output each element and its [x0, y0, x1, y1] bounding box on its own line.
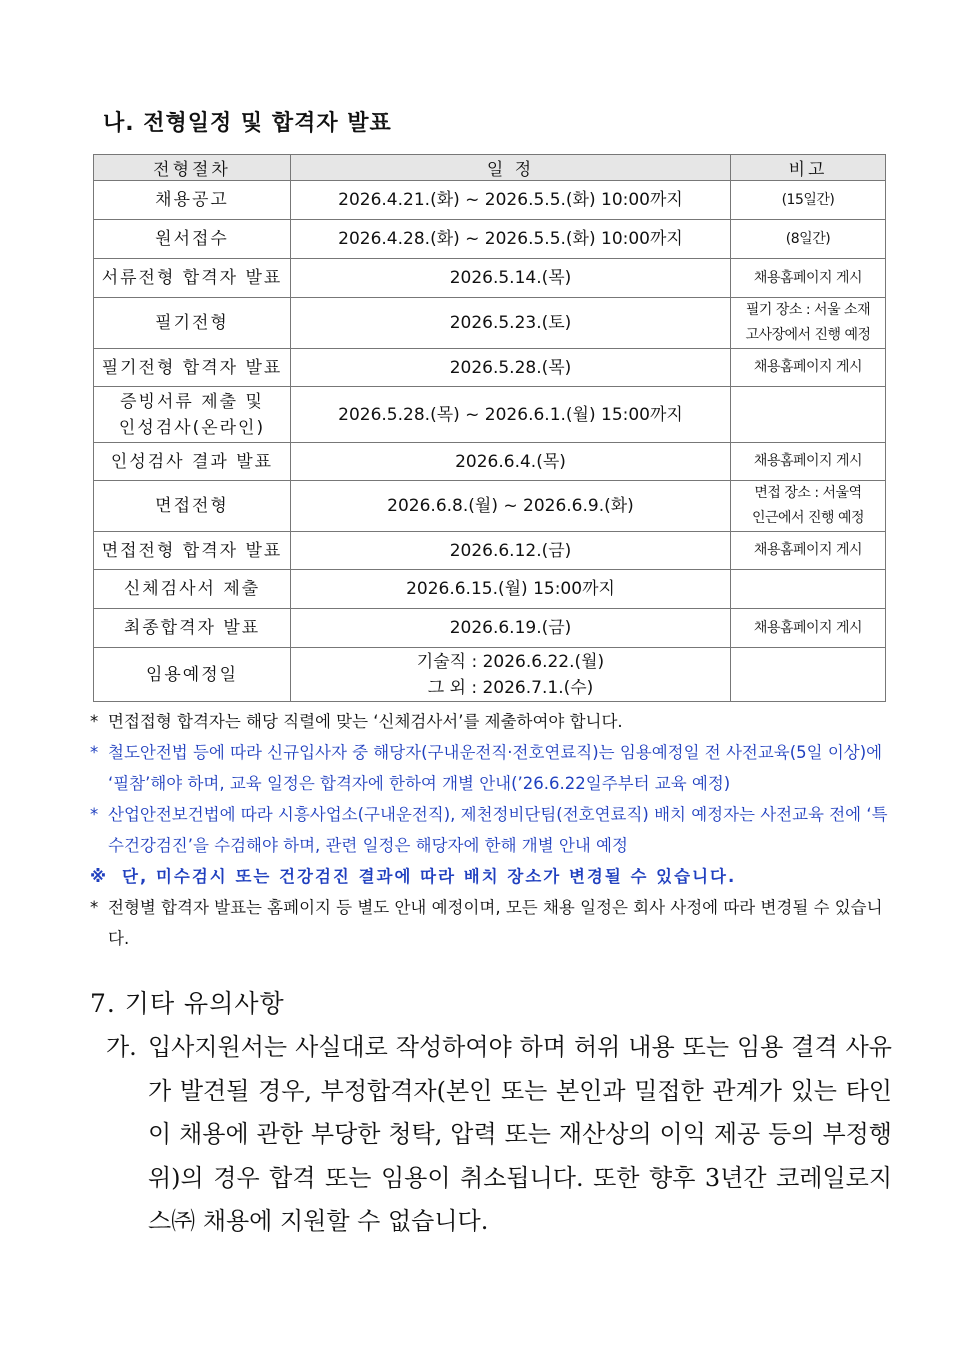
- row-note: [731, 387, 886, 443]
- row-note: [731, 570, 886, 609]
- row-note: [731, 648, 886, 702]
- row-note-line2: 고사장에서 진행 예정: [745, 327, 871, 343]
- table-header-row: [94, 155, 886, 181]
- note-text: 산업안전보건법에 따라 시흥사업소(구내운전직), 제천정비단팀(전호연료직) 배치 예정자는 사전교육 전에 ‘특수건강검진’을 수검해야 하며, 관련 일정은 해당자에 한해 개별 안내 예정: [108, 805, 888, 855]
- row-note: 채용홈페이지 게시: [731, 443, 886, 481]
- row-step: 서류전형 합격자 발표: [94, 259, 291, 298]
- row-note: 채용홈페이지 게시: [731, 532, 886, 570]
- row-step: 면접전형 합격자 발표: [94, 532, 291, 570]
- note-text: 면접접형 합격자는 해당 직렬에 맞는 ‘신체검사서’를 제출하여야 합니다.: [108, 712, 623, 731]
- row-step: 필기전형: [94, 298, 291, 349]
- row-note-line2: 인근에서 진행 예정: [751, 510, 865, 526]
- row-date: 2026.5.28.(목) ~ 2026.6.1.(월) 15:00까지: [291, 387, 731, 443]
- table-row: [94, 532, 886, 570]
- row-step: 인성검사 결과 발표: [94, 443, 291, 481]
- row-date: 2026.6.8.(월) ~ 2026.6.9.(화): [291, 481, 731, 532]
- row-step: 채용공고: [94, 181, 291, 220]
- row-date: 2026.4.21.(화) ~ 2026.5.5.(화) 10:00까지: [291, 181, 731, 220]
- row-date: 2026.6.12.(금): [291, 532, 731, 570]
- section-title-schedule: 나. 전형일정 및 합격자 발표: [103, 111, 392, 136]
- misc-item-label: 가.: [106, 1033, 137, 1061]
- row-note: [731, 481, 886, 532]
- row-note-line1: 필기 장소 : 서울 소재: [745, 302, 871, 318]
- table-row: [94, 181, 886, 220]
- header-note: 비고: [731, 155, 886, 181]
- table-row: [94, 220, 886, 259]
- row-step: 신체검사서 제출: [94, 570, 291, 609]
- note-item-caution: [90, 861, 895, 892]
- row-step: 면접전형: [94, 481, 291, 532]
- row-step-line2: 인성검사(온라인): [118, 417, 266, 438]
- row-date: 2026.5.23.(토): [291, 298, 731, 349]
- row-date-line1: 기술직 : 2026.6.22.(월): [416, 651, 605, 672]
- row-date: 2026.4.28.(화) ~ 2026.5.5.(화) 10:00까지: [291, 220, 731, 259]
- row-step-line1: 증빙서류 제출 및: [120, 391, 264, 412]
- row-step: 최종합격자 발표: [94, 609, 291, 648]
- row-note: 채용홈페이지 게시: [731, 259, 886, 298]
- table-row: [94, 570, 886, 609]
- row-note: (8일간): [731, 220, 886, 259]
- row-note: [731, 298, 886, 349]
- table-row: [94, 609, 886, 648]
- note-item: [90, 799, 895, 861]
- schedule-table: [93, 154, 886, 702]
- note-text: 전형별 합격자 발표는 홈페이지 등 별도 안내 예정이며, 모든 채용 일정은 회사 사정에 따라 변경될 수 있습니다.: [108, 898, 883, 948]
- row-step: [94, 387, 291, 443]
- table-row: [94, 648, 886, 702]
- table-row: [94, 298, 886, 349]
- table-row: [94, 481, 886, 532]
- note-mark: *: [90, 805, 99, 824]
- header-date: 일 정: [291, 155, 731, 181]
- note-mark: *: [90, 898, 99, 917]
- table-row: [94, 387, 886, 443]
- row-step: 원서접수: [94, 220, 291, 259]
- row-date: 2026.6.15.(월) 15:00까지: [291, 570, 731, 609]
- table-row: [94, 443, 886, 481]
- row-note-line1: 면접 장소 : 서울역: [754, 485, 862, 501]
- note-mark: ※: [90, 867, 109, 886]
- table-row: [94, 259, 886, 298]
- note-item: [90, 706, 895, 737]
- row-date-line2: 그 외 : 2026.7.1.(수): [427, 677, 594, 698]
- note-mark: *: [90, 743, 99, 762]
- row-date: 2026.5.14.(목): [291, 259, 731, 298]
- note-mark: *: [90, 712, 99, 731]
- header-step: 전형절차: [94, 155, 291, 181]
- row-note: 채용홈페이지 게시: [731, 349, 886, 387]
- table-row: [94, 349, 886, 387]
- note-item: [90, 737, 895, 799]
- notes-list: [90, 706, 895, 954]
- note-text: 단, 미수검시 또는 건강검진 결과에 따라 배치 장소가 변경될 수 있습니다.: [122, 867, 737, 886]
- note-text: 철도안전법 등에 따라 신규입사자 중 해당자(구내운전직·전호연료직)는 임용예정일 전 사전교육(5일 이상)에 ‘필참’해야 하며, 교육 일정은 합격자에 한하여 개별 안내(’26.6.22일주부터 교육 예정): [108, 743, 883, 793]
- misc-item-text: 입사지원서는 사실대로 작성하여야 하며 허위 내용 또는 임용 결격 사유가 발견될 경우, 부정합격자(본인 또는 본인과 밀접한 관계가 있는 타인이 채용에 관한 부당한 청탁, 압력 또는 재산상의 이익 제공 등의 부정행위)의 경우 합격 또는 임용이 취소됩니다. 또한 향후 3년간 코레일로지스㈜ 채용에 지원할 수 없습니다.: [148, 1033, 892, 1235]
- row-date: 2026.6.19.(금): [291, 609, 731, 648]
- row-date: 2026.6.4.(목): [291, 443, 731, 481]
- row-date: [291, 648, 731, 702]
- row-step: 임용예정일: [94, 648, 291, 702]
- note-item: [90, 892, 895, 954]
- row-note: (15일간): [731, 181, 886, 220]
- row-step: 필기전형 합격자 발표: [94, 349, 291, 387]
- misc-paragraph: [106, 1026, 892, 1244]
- row-date: 2026.5.28.(목): [291, 349, 731, 387]
- row-note: 채용홈페이지 게시: [731, 609, 886, 648]
- section-title-misc: 7. 기타 유의사항: [90, 989, 285, 1018]
